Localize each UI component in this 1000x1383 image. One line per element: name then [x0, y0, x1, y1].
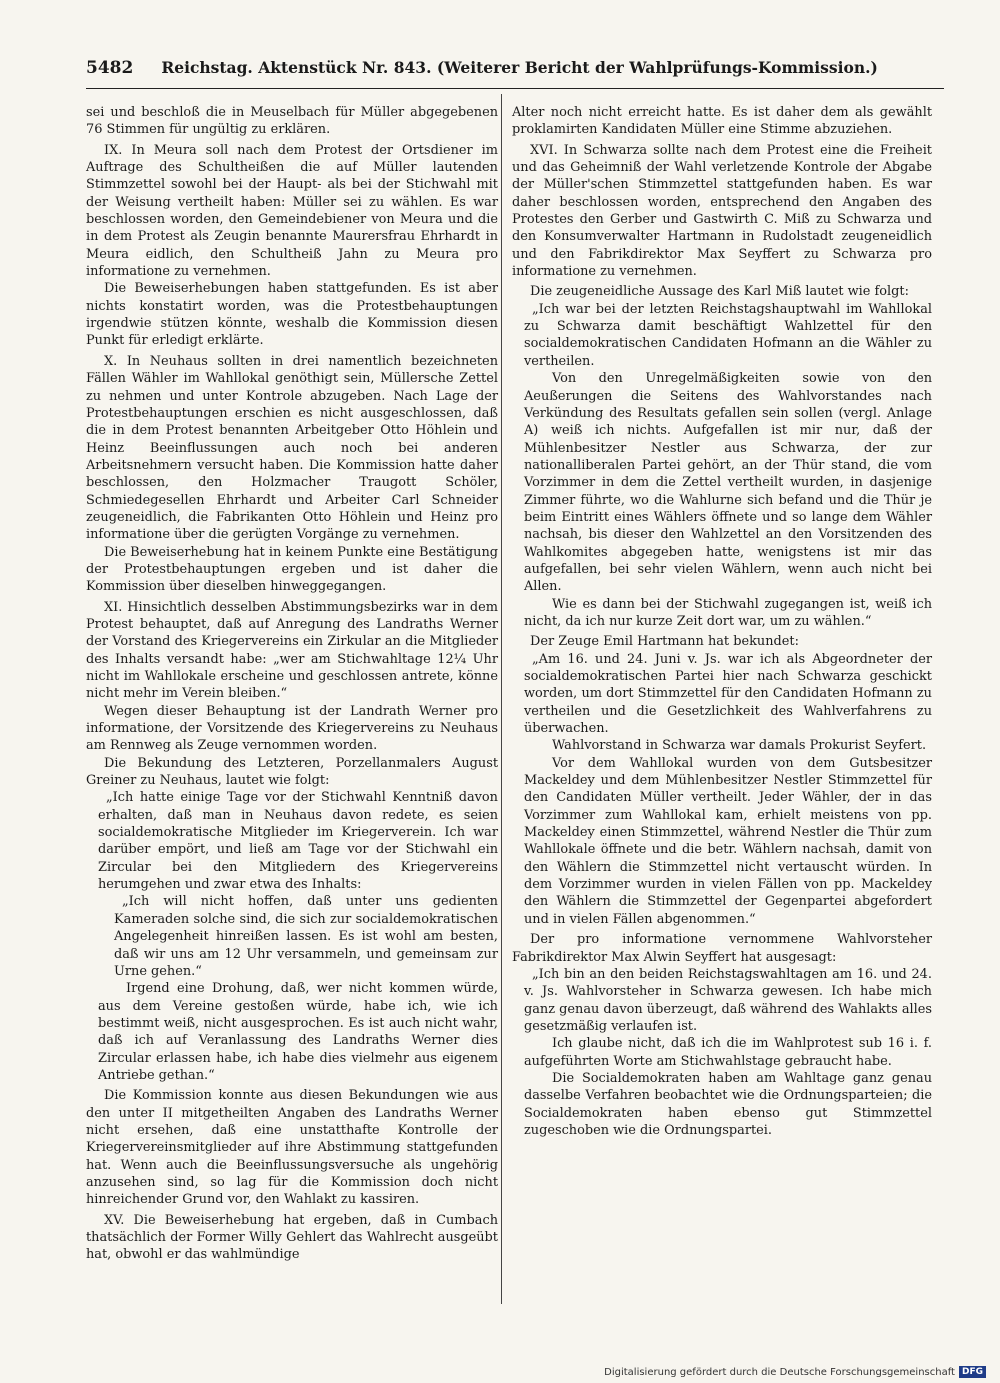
page-number: 5482 [86, 58, 134, 78]
paragraph: „Ich bin an den beiden Reichstagswahltagen am 16. und 24. v. Js. Wahlvorsteher in Schwarza gewesen. Ich habe mich ganz genau davon überzeugt, daß während des Wahlakts alles gesetzmäßig verlaufen ist. [524, 966, 932, 1034]
paragraph: Der pro informatione vernommene Wahlvorsteher Fabrikdirektor Max Alwin Seyffert hat ausgesagt: [512, 932, 932, 965]
paragraph: „Ich will nicht hoffen, daß unter uns gedienten Kameraden solche sind, die sich zur socialdemokratischen Angelegenheit hinreißen lassen. Es ist wohl am besten, daß wir uns am 12 Uhr versammeln, und gemeinsam zur Urne gehen.“ [114, 894, 498, 979]
paragraph: „Ich war bei der letzten Reichstagshauptwahl im Wahllokal zu Schwarza damit beschäftigt Wahlzettel für den socialdemokratischen Candidaten Hofmann an die Wähler zu vertheilen. [524, 301, 932, 369]
paragraph: Die Socialdemokraten haben am Wahltage ganz genau dasselbe Verfahren beobachtet wie die Ordnungsparteien; die Socialdemokraten haben ebenso gut Stimmzettel zugeschoben wie die Ordnungspartei. [524, 1070, 932, 1138]
left-column [86, 104, 498, 1264]
paragraph: Wie es dann bei der Stichwahl zugegangen ist, weiß ich nicht, da ich nur kurze Zeit dort war, um zu wählen.“ [524, 596, 932, 629]
funding-note: Digitalisierung gefördert durch die Deutsche Forschungsgemeinschaft [604, 1366, 955, 1378]
paragraph: Die Bekundung des Letzteren, Porzellanmalers August Greiner zu Neuhaus, lautet wie folgt: [86, 755, 498, 789]
page-title: Reichstag. Aktenstück Nr. 843. (Weiterer Bericht der Wahlprüfungs-Kommission.) [161, 58, 878, 77]
footer-credit [604, 1366, 986, 1378]
paragraph: Wahlvorstand in Schwarza war damals Prokurist Seyfert. [552, 738, 927, 754]
paragraph: Die Beweiserhebung hat in keinem Punkte eine Bestätigung der Protestbehauptungen ergeben und ist daher die Kommission über dieselben hinweggegangen. [86, 544, 498, 595]
dfg-logo: DFG [959, 1366, 986, 1378]
paragraph: „Ich hatte einige Tage vor der Stichwahl Kenntniß davon erhalten, daß man in Neuhaus davon redete, es seien socialdemokratische Mitglieder im Kriegerverein. Ich war darüber empört, und ließ am Tage vor der Stichwahl ein Zircular bei den Mitgliedern des Kriegervereins herumgehen und zwar etwa des Inhalts: [98, 790, 498, 893]
running-header [86, 58, 944, 78]
paragraph: Irgend eine Drohung, daß, wer nicht kommen würde, aus dem Vereine gestoßen würde, habe ich, wie ich bestimmt weiß, nicht ausgesprochen. Es ist auch nicht wahr, daß ich auf Veranlassung des Landraths Werner dies Zircular erlassen habe, ich habe dies vielmehr aus eigenem Antriebe gethan.“ [98, 981, 498, 1083]
paragraph: Die Beweiserhebungen haben stattgefunden. Es ist aber nichts konstatirt worden, was die Protestbehauptungen irgendwie stützen könnte, weshalb die Kommission diesen Punkt für erledigt erklärte. [86, 281, 498, 349]
right-column [512, 104, 932, 1139]
paragraph: IX. In Meura soll nach dem Protest der Ortsdiener im Auftrage des Schultheißen die auf Müller lautenden Stimmzettel sowohl bei der Haupt- als bei der Stichwahl mit der Weisung vertheilt haben: Müller sei zu wählen. Es war beschlossen worden, den Gemeindebiener von Meura und die in dem Protest als Zeugin benannte Maurersfrau Ehrhardt in Meura eidlich, den Schultheiß Jahn zu Meura pro informatione zu vernehmen. [86, 142, 498, 280]
paragraph: Von den Unregelmäßigkeiten sowie von den Aeußerungen die Seitens des Wahlvorstandes nach Verkündung des Resultats gefallen sein sollen (vergl. Anlage A) weiß ich nichts. Aufgefallen ist mir nur, daß der Mühlenbesitzer Nestler aus Schwarza, der zur nationalliberalen Partei gehört, an der Thür stand, die vom Vorzimmer in dem die Zettel vertheilt wurden, in dasjenige Zimmer führte, wo die Wahlurne sich befand und die Thür je beim Eintritt eines Wählers öffnete und so lange dem Wähler nachsah, bis dieser den Wahlzettel an den Vorsitzenden des Wahlkomites abgegeben hatte, wenigstens ist mir das aufgefallen, bei sehr vielen Wählern, wenn auch nicht bei Allen. [524, 371, 932, 595]
paragraph: Vor dem Wahllokal wurden von dem Gutsbesitzer Mackeldey und dem Mühlenbesitzer Nestler Stimmzettel für den Candidaten Müller vertheilt. Jeder Wähler, der in das Vorzimmer zum Wahllokal kam, erhielt meistens von pp. Mackeldey einen Stimmzettel, während Nestler die Thür zum Wahllokale öffnete und die betr. Wählern nachsah, damit von den Wählern die Stimmzettel nicht vertauscht würden. In dem Vorzimmer wurden in vielen Fällen von pp. Mackeldey den Wählern die Stimmzettel der Gegenpartei abgefordert und in vielen Fällen abgenommen.“ [524, 755, 932, 927]
column-divider [501, 94, 502, 1304]
paragraph: Die Kommission konnte aus diesen Bekundungen wie aus den unter II mitgetheilten Angaben des Landraths Werner nicht ersehen, daß eine unstatthafte Kontrolle der Kriegervereinsmitglieder auf ihre Abstimmung stattgefunden hat. Wenn auch die Beeinflussungsversuche als ungehörig anzusehen sind, so lag für die Kommission doch nicht hinreichender Grund vor, den Wahlakt zu kassiren. [86, 1088, 498, 1208]
paragraph: XI. Hinsichtlich desselben Abstimmungsbezirks war in dem Protest behauptet, daß auf Anregung des Landraths Werner der Vorstand des Kriegervereins ein Zirkular an die Mitglieder des Inhalts versandt habe: „wer am Stichwahltage 12¼ Uhr nicht im Wahllokale erscheine und geschlossen antrete, könne nicht mehr im Verein bleiben.“ [86, 599, 498, 702]
paragraph: X. In Neuhaus sollten in drei namentlich bezeichneten Fällen Wähler im Wahllokal genöthigt sein, Müllersche Zettel zu nehmen und unter Kontrole abzugeben. Nach Lage der Protestbehauptungen erschien es nicht ausgeschlossen, daß die in dem Protest benannten Arbeitgeber Otto Höhlein und Heinz Beeinflussungen auch noch bei anderen Arbeitsnehmern versucht haben. Die Kommission hatte daher beschlossen, den Holzmacher Traugott Schöler, Schmiedegesellen Ehrhardt und Arbeiter Carl Schneider zeugeneidlich, die Fabrikanten Otto Höhlein und Heinz pro informatione über die gerügten Vorgänge zu vernehmen. [86, 353, 498, 543]
paragraph: Alter noch nicht erreicht hatte. Es ist daher dem als gewählt proklamirten Kandidaten Müller eine Stimme abzuziehen. [512, 105, 932, 138]
paragraph: Wegen dieser Behauptung ist der Landrath Werner pro informatione, der Vorsitzende des Kriegervereins zu Neuhaus am Rennweg als Zeuge vernommen worden. [86, 703, 498, 754]
paragraph: Die zeugeneidliche Aussage des Karl Miß lautet wie folgt: [530, 284, 909, 300]
header-rule [86, 88, 944, 89]
paragraph: Der Zeuge Emil Hartmann hat bekundet: [530, 634, 799, 650]
paragraph: Ich glaube nicht, daß ich die im Wahlprotest sub 16 i. f. aufgeführten Worte am Stichwahlstage gebraucht habe. [524, 1036, 932, 1069]
paragraph: XV. Die Beweiserhebung hat ergeben, daß in Cumbach thatsächlich der Former Willy Gehlert das Wahlrecht ausgeübt hat, obwohl er das wahlmündige [86, 1212, 498, 1263]
paragraph: „Am 16. und 24. Juni v. Js. war ich als Abgeordneter der socialdemokratischen Partei hier nach Schwarza geschickt worden, um dort Stimmzettel für den Candidaten Hofmann zu vertheilen und die Gesetzlichkeit des Wahlverfahrens zu überwachen. [524, 651, 932, 737]
paragraph: XVI. In Schwarza sollte nach dem Protest eine die Freiheit und das Geheimniß der Wahl verletzende Kontrole der Abgabe der Müller'schen Stimmzettel stattgefunden haben. Es war daher beschlossen worden, entsprechend den Angaben des Protestes den Gerber und Gastwirth C. Miß zu Schwarza und den Konsumverwalter Hartmann in Rudolstadt zeugeneidlich und den Fabrikdirektor Max Seyffert zu Schwarza pro informatione zu vernehmen. [512, 142, 932, 280]
paragraph: sei und beschloß die in Meuselbach für Müller abgegebenen 76 Stimmen für ungültig zu erklären. [86, 105, 498, 138]
